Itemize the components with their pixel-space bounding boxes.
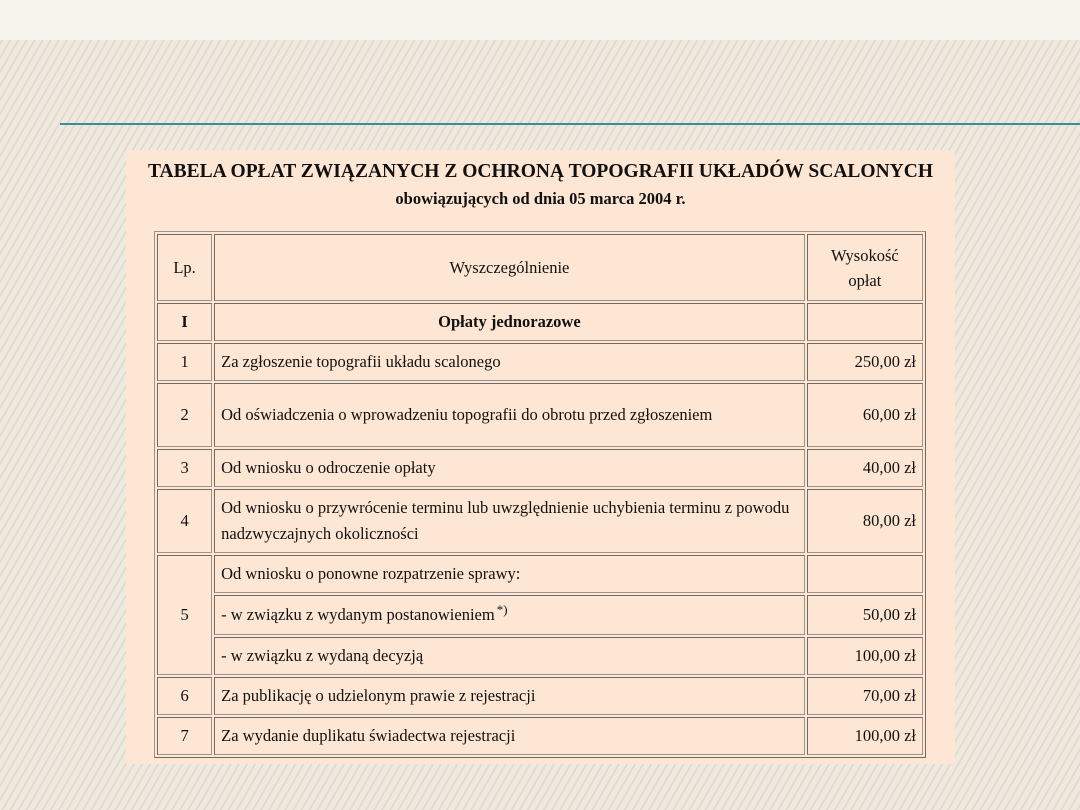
header-lp: Lp.: [157, 234, 212, 301]
table-row: [157, 555, 923, 593]
table-row: [157, 383, 923, 447]
row-lp: 4: [157, 489, 212, 553]
row-description-text: - w związku z wydanym postanowieniem: [221, 604, 495, 624]
row-description: Od wniosku o ponowne rozpatrzenie sprawy:: [214, 555, 805, 593]
row-description: Od wniosku o przywrócenie terminu lub uwzględnienie uchybienia terminu z powodu nadzwyczajnych okoliczności: [214, 489, 805, 553]
document-title: TABELA OPŁAT ZWIĄZANYCH Z OCHRONĄ TOPOGRAFII UKŁADÓW SCALONYCH: [148, 161, 933, 182]
row-fee: 70,00 zł: [807, 677, 923, 715]
table-row: [157, 489, 923, 553]
row-description: Od oświadczenia o wprowadzeniu topografii do obrotu przed zgłoszeniem: [214, 383, 805, 447]
row-lp: 3: [157, 449, 212, 487]
header-description: Wyszczególnienie: [214, 234, 805, 301]
row-lp: 6: [157, 677, 212, 715]
fee-table: [154, 231, 926, 758]
row-description: Od wniosku o odroczenie opłaty: [214, 449, 805, 487]
row-fee: 60,00 zł: [807, 383, 923, 447]
row-fee: 50,00 zł: [807, 595, 923, 635]
row-fee: 100,00 zł: [807, 717, 923, 755]
row-fee: 100,00 zł: [807, 637, 923, 675]
table-row: [157, 343, 923, 381]
row-description: Za wydanie duplikatu świadectwa rejestracji: [214, 717, 805, 755]
row-fee-empty: [807, 555, 923, 593]
table-row: [157, 637, 923, 675]
section-label: Opłaty jednorazowe: [214, 303, 805, 341]
header-fee-line2: opłat: [848, 270, 882, 290]
table-row: [157, 717, 923, 755]
row-lp: 1: [157, 343, 212, 381]
section-row: [157, 303, 923, 341]
header-fee: [807, 234, 923, 301]
table-row: [157, 595, 923, 635]
row-lp: 7: [157, 717, 212, 755]
header-fee-line1: Wysokość: [830, 245, 899, 265]
row-description: [214, 595, 805, 635]
document-subtitle: obowiązujących od dnia 05 marca 2004 r.: [395, 189, 686, 208]
row-lp: 2: [157, 383, 212, 447]
row-fee: 80,00 zł: [807, 489, 923, 553]
table-header-row: [157, 234, 923, 301]
row-description: Za publikację o udzielonym prawie z rejestracji: [214, 677, 805, 715]
title-divider-line: [60, 123, 1080, 125]
row-description: Za zgłoszenie topografii układu scalonego: [214, 343, 805, 381]
fee-table-document: [126, 150, 955, 764]
footnote-marker: *): [496, 601, 508, 617]
section-fee-empty: [807, 303, 923, 341]
row-fee: 40,00 zł: [807, 449, 923, 487]
table-row: [157, 449, 923, 487]
slide-top-band: [0, 0, 1080, 40]
row-description: - w związku z wydaną decyzją: [214, 637, 805, 675]
row-lp: 5: [157, 555, 212, 675]
table-row: [157, 677, 923, 715]
row-fee: 250,00 zł: [807, 343, 923, 381]
section-number: I: [157, 303, 212, 341]
